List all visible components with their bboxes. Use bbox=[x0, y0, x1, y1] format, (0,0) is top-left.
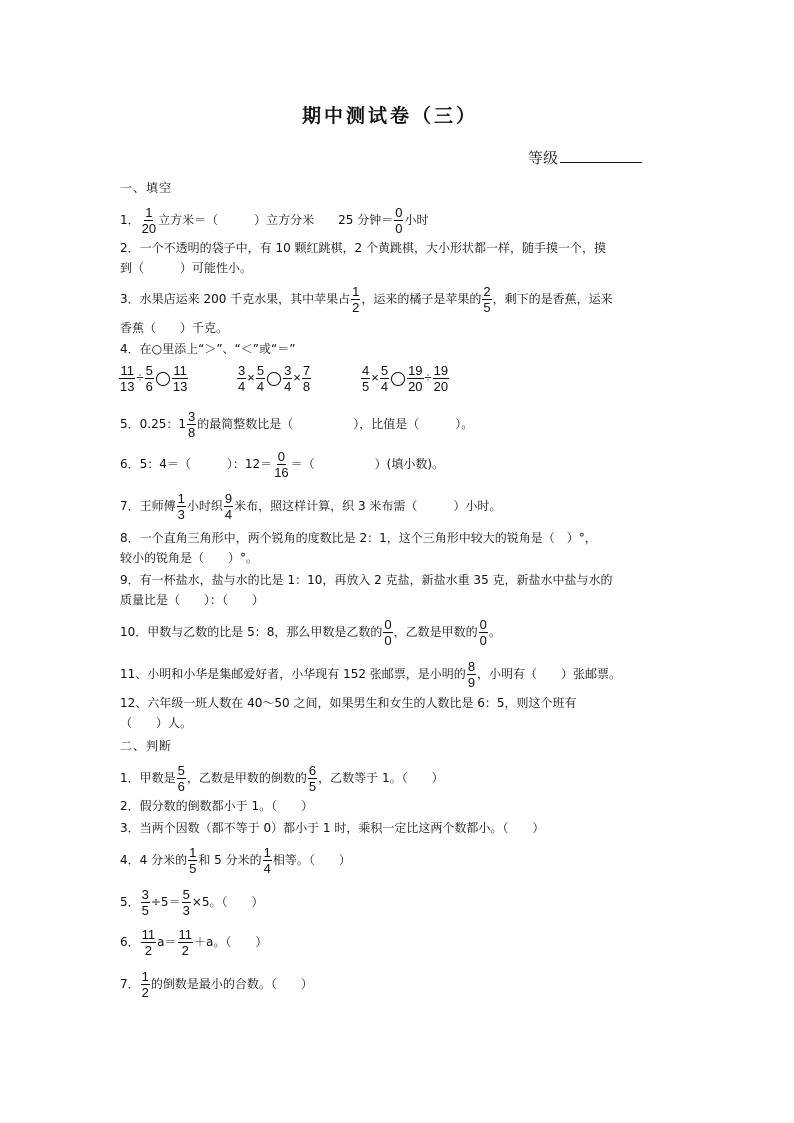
question-11: 11、小明和小华是集邮爱好者，小华现有 152 张邮票，是小明的 $\frac{8}{9}$ ，小明有（ ）张邮票。 bbox=[120, 659, 622, 690]
grade-blank[interactable] bbox=[560, 148, 642, 163]
fraction: $\frac{3}{5}$ bbox=[141, 887, 149, 918]
question-12-line1: 12、六年级一班人数在 40～50 之间，如果男生和女生的人数比是 6：5，则这个班有 bbox=[120, 696, 577, 710]
judge-4: 4．4 分米的 $\frac{1}{5}$ 和 5 分米的 $\frac{1}{4}$ 相等。（ ） bbox=[120, 845, 351, 876]
question-3: 3．水果店运来 200 千克水果，其中苹果占 $\frac{1}{2}$ ，运来的橘子是苹果的 $\frac{2}{5}$ ，剩下的是香蕉，运来 bbox=[120, 284, 613, 315]
page-title: 期中测试卷（三） bbox=[302, 105, 479, 127]
compare-expression-2: $\frac{3}{4}$ × $\frac{5}{4}$ $\frac{3}{4}$ × $\frac{7}{8}$ bbox=[238, 363, 311, 394]
question-8-line1: 8．一个直角三角形中，两个锐角的度数比是 2：1，这个三角形中较大的锐角是（ ）°， bbox=[120, 531, 597, 545]
judge-5: 5． $\frac{3}{5}$ ÷5＝ $\frac{5}{3}$ ×5。（ ） bbox=[120, 887, 264, 918]
question-7: 7．王师傅 $\frac{1}{3}$ 小时织 $\frac{9}{4}$ 米布，照这样计算，织 3 米布需（ ）小时。 bbox=[120, 491, 502, 522]
judge-3: 3．当两个因数（都不等于 0）都小于 1 时，乘积一定比这两个数都小。（ ） bbox=[120, 821, 545, 835]
question-3-line2: 香蕉（ ）千克。 bbox=[120, 321, 229, 335]
fraction: $\frac{1}{3}$ bbox=[177, 491, 185, 522]
fraction: $\frac{6}{5}$ bbox=[308, 763, 317, 794]
grade-field bbox=[528, 148, 642, 168]
compare-circle[interactable] bbox=[267, 372, 281, 386]
fraction: $\frac{11}{2}$ bbox=[141, 927, 156, 958]
fraction: $\frac{8}{9}$ bbox=[467, 659, 476, 690]
question-9-line2: 质量比是（ ）：（ ） bbox=[120, 593, 265, 607]
fraction: $\frac{9}{4}$ bbox=[224, 491, 233, 522]
question-2-line1: 2．一个不透明的袋子中，有 10 颗红跳棋，2 个黄跳棋，大小形状都一样，随手摸一个，摸 bbox=[120, 241, 606, 255]
fraction: $\frac{2}{5}$ bbox=[483, 284, 491, 315]
judge-2: 2．假分数的倒数都小于 1。（ ） bbox=[120, 799, 314, 813]
fraction: $\frac{1}{20}$ bbox=[141, 205, 157, 236]
fraction: $\frac{0}{16}$ bbox=[274, 449, 289, 480]
question-8-line2: 较小的锐角是（ ）°。 bbox=[120, 551, 259, 565]
fraction: $\frac{0}{0}$ bbox=[384, 617, 392, 648]
fraction: $\frac{11}{2}$ bbox=[178, 927, 192, 958]
fraction: $\frac{1}{2}$ bbox=[352, 284, 360, 315]
judge-6: 6． $\frac{11}{2}$ a＝ $\frac{11}{2}$ ＋a。（ ） bbox=[120, 927, 268, 958]
question-10: 10．甲数与乙数的比是 5：8，那么甲数是乙数的 $\frac{0}{0}$ ，乙数是甲数的 $\frac{0}{0}$ 。 bbox=[120, 617, 501, 648]
question-9-line1: 9．有一杯盐水，盐与水的比是 1：10，再放入 2 克盐，新盐水重 35 克，新盐水中盐与水的 bbox=[120, 573, 613, 587]
fraction: $\frac{1}{5}$ bbox=[189, 845, 197, 876]
question-4: 4．在○里添上“＞”、“＜”或“＝” bbox=[120, 342, 296, 356]
compare-circle[interactable] bbox=[156, 372, 170, 386]
judge-7: 7． $\frac{1}{2}$ 的倒数是最小的合数。（ ） bbox=[120, 969, 313, 1000]
question-12-line2: （ ）人。 bbox=[120, 716, 193, 730]
grade-label: 等级 bbox=[528, 149, 559, 167]
fraction: $\frac{3}{8}$ bbox=[188, 409, 196, 440]
compare-circle[interactable] bbox=[391, 372, 405, 386]
fraction: $\frac{1}{4}$ bbox=[263, 845, 271, 876]
section-true-false: 二、判断 bbox=[120, 739, 173, 753]
fraction: $\frac{5}{6}$ bbox=[177, 763, 185, 794]
section-fill-blanks: 一、填空 bbox=[120, 181, 173, 195]
compare-expression-1: $\frac{11}{13}$ ÷ $\frac{5}{6}$ $\frac{11}{13}$ bbox=[120, 363, 188, 394]
question-5: 5．0.25：1 $\frac{3}{8}$ 的最简整数比是（ ），比值是（ ）。 bbox=[120, 409, 474, 440]
question-6: 6．5：4＝（ ）：12＝ $\frac{0}{16}$ ＝（ ）(填小数)。 bbox=[120, 449, 445, 480]
fraction: $\frac{0}{0}$ bbox=[395, 205, 403, 236]
fraction: $\frac{1}{2}$ bbox=[141, 969, 149, 1000]
fraction: $\frac{5}{3}$ bbox=[182, 887, 190, 918]
question-2-line2: 到（ ）可能性小。 bbox=[120, 261, 253, 275]
judge-1: 1．甲数是 $\frac{5}{6}$ ，乙数是甲数的倒数的 $\frac{6}{5}$ ，乙数等于 1。（ ） bbox=[120, 763, 444, 794]
question-1: 1． $\frac{1}{20}$ 立方米＝（ ）立方分米 25 分钟＝ $\frac{0}{0}$ 小时 bbox=[120, 205, 429, 236]
fraction: $\frac{0}{0}$ bbox=[479, 617, 487, 648]
compare-expression-3: $\frac{4}{5}$ × $\frac{5}{4}$ $\frac{19}{20}$ ÷ $\frac{19}{20}$ bbox=[362, 363, 449, 394]
